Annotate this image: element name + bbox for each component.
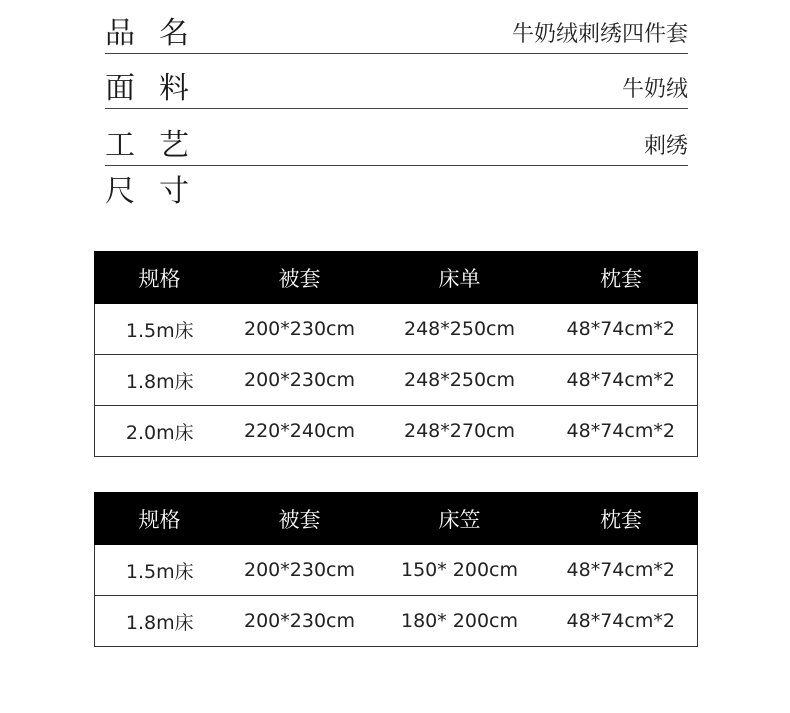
size-table-fitted	[94, 492, 698, 647]
table-row	[95, 406, 698, 457]
cell-bed-sheet: 248*250cm	[375, 304, 545, 355]
header-pillowcase: 枕套	[545, 493, 698, 545]
header-bed-sheet: 床单	[375, 252, 545, 304]
header-pillowcase: 枕套	[545, 252, 698, 304]
cell-spec: 1.8m床	[95, 596, 225, 647]
spec-label-craft: 工艺	[105, 128, 213, 163]
cell-pillowcase: 48*74cm*2	[545, 304, 698, 355]
header-spec: 规格	[95, 252, 225, 304]
spec-divider	[105, 108, 688, 109]
spec-divider	[105, 165, 688, 166]
header-duvet-cover: 被套	[225, 252, 375, 304]
table-row	[95, 545, 698, 596]
cell-duvet-cover: 200*230cm	[225, 355, 375, 406]
cell-duvet-cover: 200*230cm	[225, 304, 375, 355]
cell-spec: 1.5m床	[95, 304, 225, 355]
spec-row-name	[105, 14, 688, 54]
table-row	[95, 596, 698, 647]
header-fitted-sheet: 床笠	[375, 493, 545, 545]
cell-duvet-cover: 220*240cm	[225, 406, 375, 457]
cell-spec: 2.0m床	[95, 406, 225, 457]
size-table-sheet	[94, 251, 698, 457]
table-header-row	[95, 252, 698, 304]
cell-spec: 1.5m床	[95, 545, 225, 596]
cell-spec: 1.8m床	[95, 355, 225, 406]
table-row	[95, 304, 698, 355]
cell-fitted-sheet: 180* 200cm	[375, 596, 545, 647]
cell-pillowcase: 48*74cm*2	[545, 545, 698, 596]
header-duvet-cover: 被套	[225, 493, 375, 545]
spec-value-craft: 刺绣	[643, 134, 688, 159]
spec-label-size: 尺寸	[105, 174, 213, 209]
cell-bed-sheet: 248*250cm	[375, 355, 545, 406]
spec-row-craft	[105, 126, 688, 166]
spec-value-fabric: 牛奶绒	[621, 77, 688, 102]
spec-value-name: 牛奶绒刺绣四件套	[511, 22, 688, 47]
cell-pillowcase: 48*74cm*2	[545, 596, 698, 647]
cell-fitted-sheet: 150* 200cm	[375, 545, 545, 596]
table-header-row	[95, 493, 698, 545]
spec-row-fabric	[105, 69, 688, 109]
cell-duvet-cover: 200*230cm	[225, 545, 375, 596]
cell-pillowcase: 48*74cm*2	[545, 406, 698, 457]
cell-bed-sheet: 248*270cm	[375, 406, 545, 457]
spec-divider	[105, 53, 688, 54]
cell-pillowcase: 48*74cm*2	[545, 355, 698, 406]
spec-label-name: 品名	[105, 16, 213, 51]
table-row	[95, 355, 698, 406]
spec-row-size	[105, 172, 688, 212]
spec-label-fabric: 面料	[105, 71, 213, 106]
header-spec: 规格	[95, 493, 225, 545]
cell-duvet-cover: 200*230cm	[225, 596, 375, 647]
